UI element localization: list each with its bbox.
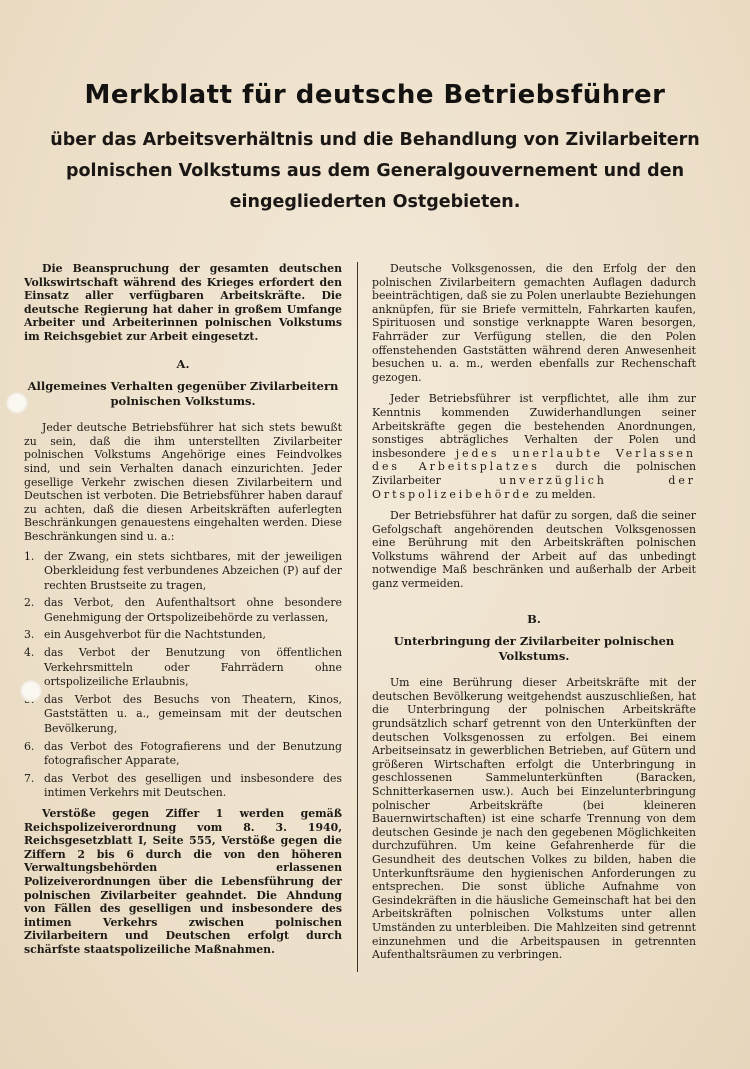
list-item bbox=[24, 772, 342, 801]
right-paragraph-2-emphasis-1: jedes unerlaubte Verlassen des Arbeitsplatzes bbox=[372, 446, 696, 474]
list-item-number: 2. bbox=[24, 596, 35, 610]
list-item-text: das Verbot der Benutzung von öffentlichen Verkehrsmitteln oder Fahrrädern ohne ortspolizeiliche Erlaubnis, bbox=[44, 646, 342, 689]
list-item-text: das Verbot, den Aufenthaltsort ohne besondere Genehmigung der Ortspolizeibehörde zu verlassen, bbox=[44, 596, 342, 624]
document-title: Merkblatt für deutsche Betriebsführer bbox=[84, 80, 666, 110]
list-item-number: 3. bbox=[24, 628, 35, 642]
section-a-paragraph-2: Verstöße gegen Ziffer 1 werden gemäß Reichspolizeiverordnung vom 8. 3. 1940, Reichsgesetzblatt I, Seite 555, Verstöße gegen die Ziffern 2 bis 6 durch die von den höheren Verwaltungsbehörden erlassenen Polizeiverordnungen über die Lebensführung der polnischen Zivilarbeiter geahndet. Die Ahndung von Fällen des geselligen und insbesondere des intimen Verkehrs zwischen polnischen Zivilarbeitern und Deutschen erfolgt durch schärfste staatspolizeiliche Maßnahmen. bbox=[24, 807, 342, 956]
list-item bbox=[24, 628, 342, 643]
section-a-paragraph-1: Jeder deutsche Betriebsführer hat sich stets bewußt zu sein, daß die ihm unterstellten Zivilarbeiter polnischen Volkstums Angehörige eines Feindvolkes sind, und sein Verhalten danach einzurichten. Jeder gesellige Verkehr zwischen diesen Zivilarbeitern und Deutschen ist verboten. Die Betriebsführer haben darauf zu achten, daß die diesen Arbeitskräften auferlegten Beschränkungen genauestens eingehalten werden. Diese Beschränkungen sind u. a.: bbox=[24, 421, 342, 543]
section-b-paragraph: Um eine Berührung dieser Arbeitskräfte mit der deutschen Bevölkerung weitgehendst auszuschließen, hat die Unterbringung der polnischen Arbeitskräfte grundsätzlich scharf getrennt von den Unterkünften der deutschen Volksgenossen zu erfolgen. Bei einem Arbeitseinsatz in gewerblichen Betrieben, auf Gütern und größeren Wirtschaften erfolgt die Unterbringung in geschlossenen Sammelunterkünften (Baracken, Schnitterkasernen usw.). Auch bei Einzelunterbringung polnischer Arbeitskräfte (bei kleineren Bauernwirtschaften) ist eine scharfe Trennung von dem deutschen Gesinde je nach den gegebenen Möglichkeiten durchzuführen. Um keine Gefahrenherde für die Gesundheit des deutschen Volkes zu bilden, haben die Unterkunftsräume den hygienischen Anforderungen zu entsprechen. Die sonst übliche Aufnahme von Gesindekräften in die häusliche Gemeinschaft hat bei den Arbeitskräften polnischen Volkstums unter allen Umständen zu unterbleiben. Die Mahlzeiten sind getrennt einzunehmen und die Arbeitspausen in getrennten Aufenthaltsräumen zu verbringen. bbox=[372, 676, 696, 962]
right-paragraph-1: Deutsche Volksgenossen, die den Erfolg der den polnischen Zivilarbeitern gemachten Auflagen dadurch beeinträchtigen, daß sie zu Polen unerlaubte Beziehungen anknüpfen, für sie Briefe vermitteln, Fahrkarten kaufen, Spirituosen und sonstige verknappte Waren besorgen, Fahrräder zur Verfügung stellen, die den Polen offenstehenden Gaststätten während deren Anwesenheit besuchen u. a. m., werden ebenfalls zur Rechenschaft gezogen. bbox=[372, 262, 696, 384]
list-item-text: das Verbot des Fotografierens und der Benutzung fotografischer Apparate, bbox=[44, 739, 342, 768]
list-item-text: ein Ausgehverbot für die Nachtstunden, bbox=[44, 628, 266, 642]
right-paragraph-2-emphasis-2: unverzüglich der Ortspolizeibehörde bbox=[372, 473, 696, 501]
section-a-letter: A. bbox=[176, 356, 190, 371]
section-a-title: Allgemeines Verhalten gegenüber Zivilarbeitern polnischen Volkstums. bbox=[27, 379, 339, 409]
list-item bbox=[24, 740, 342, 769]
list-item bbox=[24, 596, 342, 625]
right-paragraph-3: Der Betriebsführer hat dafür zu sorgen, daß die seiner Gefolgschaft angehörenden deutschen Volksgenossen eine Berührung mit den Arbeitskräften polnischen Volkstums während der Arbeit auf das unbedingt notwendige Maß beschränken und außerhalb der Arbeit ganz vermeiden. bbox=[372, 509, 696, 591]
list-item-number: 7. bbox=[24, 771, 35, 785]
right-column bbox=[372, 262, 696, 962]
list-item-number: 1. bbox=[24, 549, 35, 563]
column-divider bbox=[357, 262, 358, 972]
right-paragraph-2 bbox=[372, 392, 696, 501]
list-item-text: der Zwang, ein stets sichtbares, mit der jeweiligen Oberkleidung fest verbundenes Abzeichen (P) auf der rechten Brustseite zu tragen, bbox=[44, 549, 342, 592]
right-paragraph-2-end: zu melden. bbox=[535, 487, 596, 501]
restrictions-list bbox=[24, 550, 342, 802]
right-paragraph-2-middle: durch die polnischen Zivilarbeiter bbox=[372, 460, 697, 487]
right-paragraph-2-lead: Jeder Betriebsführer ist verpflichtet, alle ihm zur Kenntnis kommenden Zuwiderhandlungen seiner Arbeitskräfte gegen die bestehenden Anordnungen, sonstiges abträgliches Verhalten der Polen und insbesondere bbox=[372, 392, 696, 460]
document-subtitle: über das Arbeitsverhältnis und die Behandlung von Zivilarbeitern polnischen Volkstums aus dem Generalgouvernement und den eingegliederten Ostgebieten. bbox=[50, 130, 700, 212]
section-b-letter: B. bbox=[527, 611, 541, 626]
list-item bbox=[24, 646, 342, 690]
list-item bbox=[24, 550, 342, 594]
list-item-text: das Verbot des geselligen und insbesondere des intimen Verkehrs mit Deutschen. bbox=[44, 771, 342, 800]
punch-hole bbox=[20, 680, 42, 702]
list-item-number: 6. bbox=[24, 739, 35, 753]
intro-paragraph: Die Beanspruchung der gesamten deutschen Volkswirtschaft während des Krieges erfordert den Einsatz aller verfügbaren Arbeitskräfte. Die deutsche Regierung hat daher in großem Umfange Arbeiter und Arbeiterinnen polnischen Volkstums im Reichsgebiet zur Arbeit eingesetzt. bbox=[24, 262, 342, 343]
list-item bbox=[24, 693, 342, 737]
list-item-number: 4. bbox=[24, 646, 35, 660]
left-column bbox=[24, 262, 342, 957]
list-item-text: das Verbot des Besuchs von Theatern, Kinos, Gaststätten u. a., gemeinsam mit der deutschen Bevölkerung, bbox=[44, 692, 342, 736]
section-b-title: Unterbringung der Zivilarbeiter polnischen Volkstums. bbox=[393, 634, 675, 664]
punch-hole bbox=[6, 392, 28, 414]
